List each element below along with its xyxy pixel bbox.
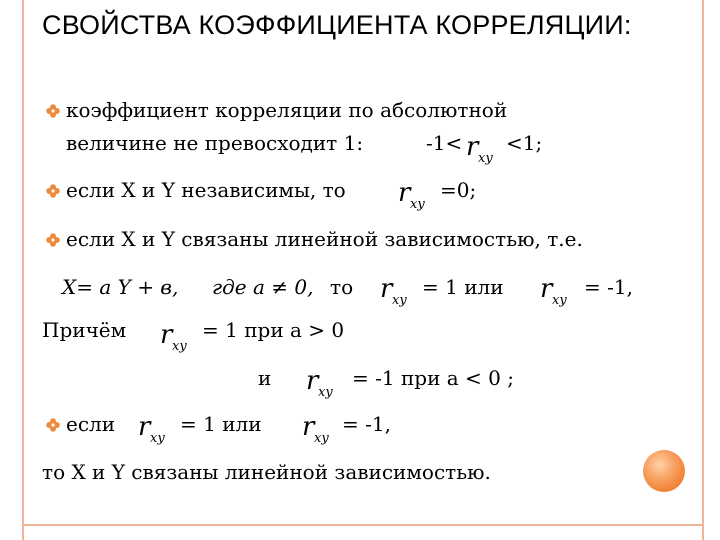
rxy-symbol: r xy (306, 366, 333, 400)
checkmark-flower-bullet-icon (46, 104, 60, 118)
bullet3-text: если X и Y связаны линейной зависимостью, т.е. (66, 227, 583, 251)
rxy-symbol: r xy (160, 320, 187, 354)
formula-then: то (330, 275, 354, 299)
frame-right-line (702, 0, 704, 540)
and-label: и (258, 366, 272, 390)
formula-eq1: = 1 или (422, 275, 504, 299)
rxy-symbol: r xy (540, 274, 567, 308)
bullet2-text: если X и Y независимы, то (66, 178, 346, 202)
formula-eq2: = -1, (584, 275, 633, 299)
rxy-symbol: r xy (138, 412, 165, 446)
bullet1-ineq-left: -1< (426, 131, 463, 155)
slide-title: СВОЙСТВА КОЭФФИЦИЕНТА КОРРЕЛЯЦИИ: (42, 10, 632, 40)
rxy-symbol: r xy (398, 178, 425, 212)
formula-lhs: X= а Y + в, (62, 275, 179, 299)
moreover-label: Причём (42, 318, 127, 342)
bullet2-eq: =0; (440, 178, 477, 202)
bullet1-line1: коэффициент корреляции по абсолютной (66, 98, 508, 122)
frame-left-line (22, 0, 24, 540)
bullet4-label: если (66, 412, 116, 436)
formula-where: где а ≠ 0, (212, 275, 314, 299)
bullet1-ineq-right: <1; (506, 131, 543, 155)
moreover-eq: = 1 при а > 0 (202, 318, 345, 342)
bullet1-line2: величине не превосходит 1: (66, 131, 364, 155)
and-eq: = -1 при а < 0 ; (352, 366, 514, 390)
checkmark-flower-bullet-icon (46, 418, 60, 432)
rxy-symbol: r xy (466, 132, 493, 166)
conclusion-text: то X и Y связаны линейной зависимостью. (42, 460, 491, 484)
rxy-symbol: r xy (380, 274, 407, 308)
orange-circle-decoration (643, 450, 685, 492)
bullet4-eq1: = 1 или (180, 412, 262, 436)
frame-bottom-line (22, 524, 704, 526)
checkmark-flower-bullet-icon (46, 184, 60, 198)
checkmark-flower-bullet-icon (46, 233, 60, 247)
bullet4-eq2: = -1, (342, 412, 391, 436)
rxy-symbol: r xy (302, 412, 329, 446)
